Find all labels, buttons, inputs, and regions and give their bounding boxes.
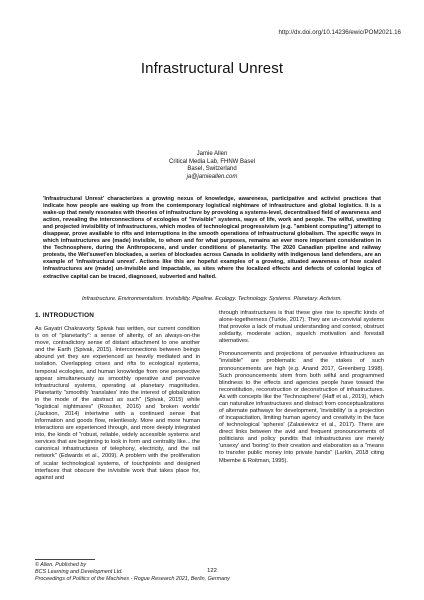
paragraph-continued: through infrastructures is that these give rise to specific kinds of alone-togetherness (Turkle, 2017). They are un-convivial systems that provoke a lack of mutual understanding and context, obstruct solidarity, moderate action, squelch motivation and forestall alternatives. [219, 310, 384, 345]
paper-title: Infrastructural Unrest [140, 60, 284, 77]
author-location: Basel, Switzerland [187, 166, 237, 173]
intro-paragraph: As Gayatri Chakravorty Spivak has written, our current condition is on of "planetarity": a sense of alterity, of an always-on-the move, contradictory sense of distant attachment to one another and the Earth (Spivak, 2015). Interconnections between beings abound yet they are experienced as heavily mediated and in isolation. Overlapping crises and rifts to ecological systems, temporal ecologies, and human knowledge from one perspective appear simultaneously as smoothly operative and pervasive infrastructural systems, operating at planetary magnitudes. Planetarity "smoothly 'translates' into the interest of globalization in the mode of the abstract as such" (Spivak, 2015) while "logistical nightmares" (Rossiter, 2016) and 'broken worlds' (Jackson, 2014) intertwine with a continued sense that information and goods flow, relentlessly. More and more human interactions are experienced through, and more deeply integrated into, the kinds of "robust, reliable, widely accessible systems and services that are beginning to look in form and centrality like... the canonical infrastructures of telephony, electricity, and the rail network" (Edwards et al., 2009). A problem with the proliferation of scalar technological systems, of touchpoints and designed interfaces that obscure the in/visible work that takes place for, against and [35, 326, 200, 481]
section-heading: 1. INTRODUCTION [35, 312, 95, 319]
author-name: Jamie Allen [196, 151, 228, 157]
footer-divider [35, 559, 95, 560]
right-column [219, 310, 384, 471]
footer-copyright: © Allen. Published by [35, 562, 87, 568]
abstract: 'Infrastructural Unrest' characterizes a growing nexus of knowledge, awareness, participative and activist practices that indicate how people are waking up from the contemporary logistical nightmare of infrastructure and global logistics. It is a wake-up that newly resonates with theories of infrastructure by provoking a systems-level, decentralised field of awareness and action, revealing the interconnections of ecologies of "invisible" systems, ways of life, work and people. The wilful, unwitting and projected invisibility of infrastructures, which modes of technological progressivism (e.g. "ambient computing") attempt to disappear, prove available to rifts and interruptions in the smooth operations of infrastructural globalism. The specific ways in which infrastructures are (made) invisible, to whom and for what purposes, remains an ever more important consideration in the Technosphere, during the Anthropocene, and under conditions of planetarity. The 2020 Canadian pipeline and railway protests, the Wet'suwet'en blockades, a series of blockades across Canada in solidarity with indigenous land defenders, are an example of 'infrastructural unrest'. Actions like this are hopeful examples of a growing, situated awareness of how scaled infrastructures are (made) un-invisible and impactable, as sites where the localized effects and defects of colonial logics of extractive capital can be traced, diagnosed, subverted and halted. [43, 196, 381, 280]
footer-proceedings: Proceedings of Politics of the Machines - Rogue Research 2021, Berlin, Germany [35, 576, 230, 582]
author-email[interactable]: ja@jamieallen.com [186, 173, 238, 180]
author-affiliation: Critical Media Lab, FHNW Basel [168, 158, 256, 165]
page-number: 122 [207, 568, 217, 574]
left-column [35, 312, 200, 488]
keywords: Infrastructure. Environmentalism. Invisibility. Pipeline. Ecology. Technology. Systems. Planetary. Activism. [81, 296, 342, 302]
author-block [0, 151, 424, 181]
doi-link[interactable]: http://dx.doi.org/10.14236/ewic/POM2021.16 [278, 29, 401, 36]
footer-publisher: BCS Learning and Development Ltd. [35, 569, 123, 575]
paragraph-pronouncements: Pronouncements and projections of pervasive infrastructures as "invisible" are problematic and the stakes of such pronouncements are high (e.g. Anand 2017, Greenberg 1998). Such pronouncements stem from both wilful and programmed blindness to the effects and agencies people have toward the reconstitution, reconstruction or deconstruction of infrastructures. As with concepts like the 'Technosphere' (Haff et al., 2019), which can naturalize infrastructures and distract from conceptualizations of alternate pathways for development, 'invisibility' is a projection of incapacitation, limiting human agency and creativity in the face of technological 'spheres' (Zalasiewicz et al., 2017). There are direct links between the avid and frequent pronouncements of politicians and policy pundits that infrastructures are merely 'unsexy' and 'boring' to their creation and elaboration as a "means to transfer public money into private hands" (Larkin, 2018 citing Mbembe & Roitman, 1995). [219, 351, 384, 464]
